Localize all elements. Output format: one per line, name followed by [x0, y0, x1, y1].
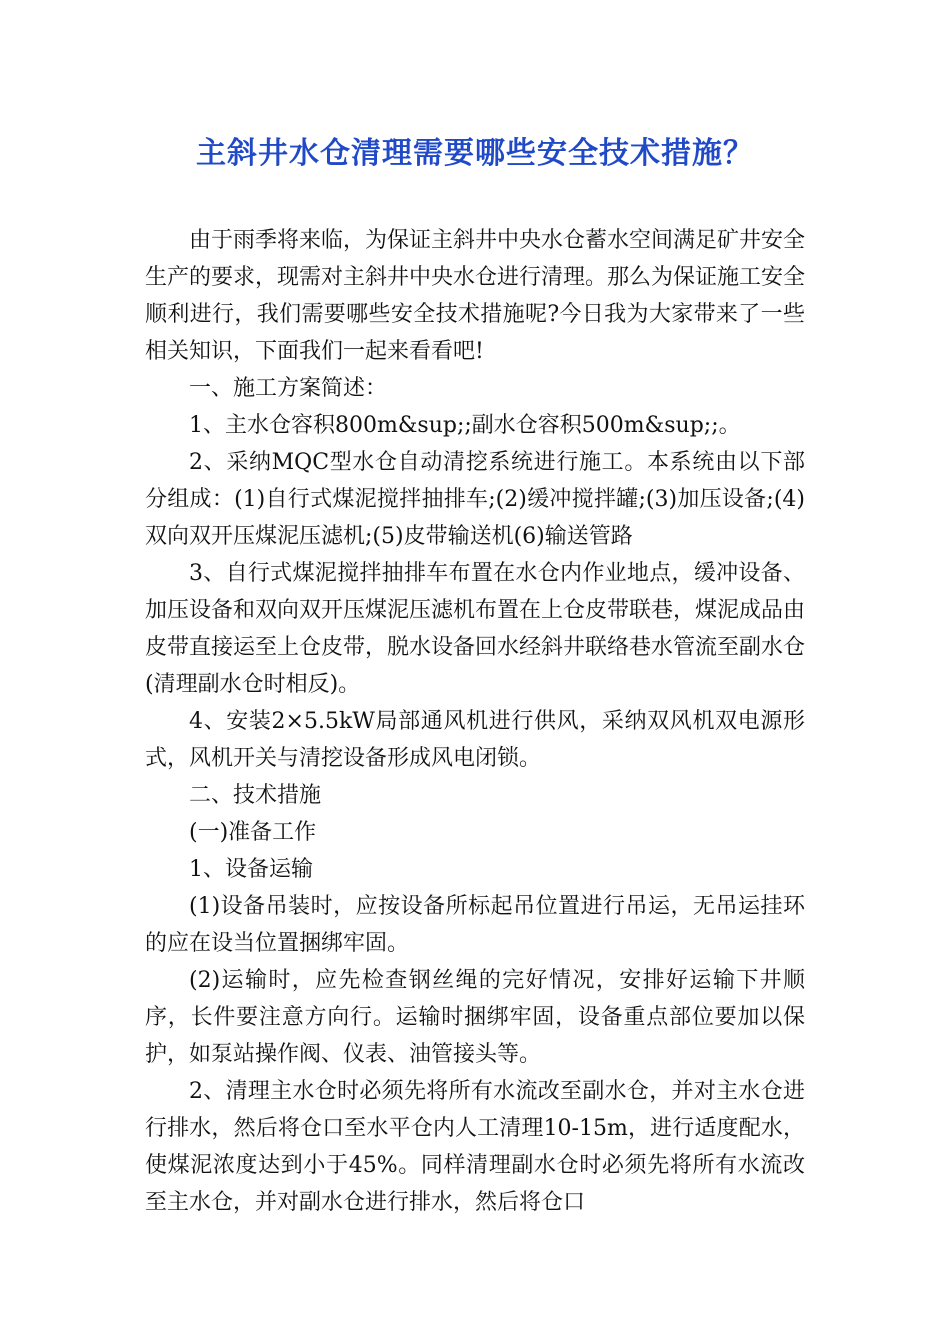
- heading-equipment-transport: 1、设备运输: [189, 857, 313, 882]
- paragraph-item-3: 3、自行式煤泥搅拌抽排车布置在水仓内作业地点，缓冲设备、加压设备和双向双开压煤泥压滤机布置在上仓皮带联巷，煤泥成品由皮带直接运至上仓皮带，脱水设备回水经斜井联络巷水管流至副水仓(清理副水仓时相反)。: [145, 561, 806, 697]
- paragraph-transport: (2)运输时，应先检查钢丝绳的完好情况，安排好运输下井顺序，长件要注意方向行。运输时捆绑牢固，设备重点部位要加以保护，如泵站操作阀、仪表、油管接头等。: [145, 968, 805, 1067]
- document-title: 主斜井水仓清理需要哪些安全技术措施？: [196, 136, 754, 171]
- paragraph-hoisting: (1)设备吊装时，应按设备所标起吊位置进行吊运，无吊运挂环的应在设当位置捆绑牢固。: [145, 894, 805, 956]
- document-body: [145, 222, 805, 1221]
- paragraph-item-1: 1、主水仓容积800m&sup;;副水仓容积500m&sup;;。: [189, 413, 741, 438]
- paragraph-item-2: 2、采纳MQC型水仓自动清挖系统进行施工。本系统由以下部分组成：(1)自行式煤泥搅拌抽排车;(2)缓冲搅拌罐;(3)加压设备;(4)双向双开压煤泥压滤机;(5)皮带输送机(6)输送管路: [145, 450, 805, 549]
- heading-technical-measures: 二、技术措施: [189, 783, 322, 808]
- paragraph-intro: 由于雨季将来临，为保证主斜井中央水仓蓄水空间满足矿井安全生产的要求，现需对主斜井中央水仓进行清理。那么为保证施工安全顺利进行，我们需要哪些安全技术措施呢?今日我为大家带来了一些相关知识，下面我们一起来看看吧!: [145, 228, 806, 364]
- paragraph-cleaning-main-sump: 2、清理主水仓时必须先将所有水流改至副水仓，并对主水仓进行排水，然后将仓口至水平仓内人工清理10-15m，进行适度配水，使煤泥浓度达到小于45%。同样清理副水仓时必须先将所有水流改至主水仓，并对副水仓进行排水，然后将仓口: [145, 1079, 805, 1215]
- paragraph-item-4: 4、安装2×5.5kW局部通风机进行供风，采纳双风机双电源形式，风机开关与清挖设备形成风电闭锁。: [145, 709, 805, 771]
- heading-construction-plan: 一、施工方案简述：: [189, 376, 388, 401]
- heading-preparation: (一)准备工作: [189, 820, 317, 845]
